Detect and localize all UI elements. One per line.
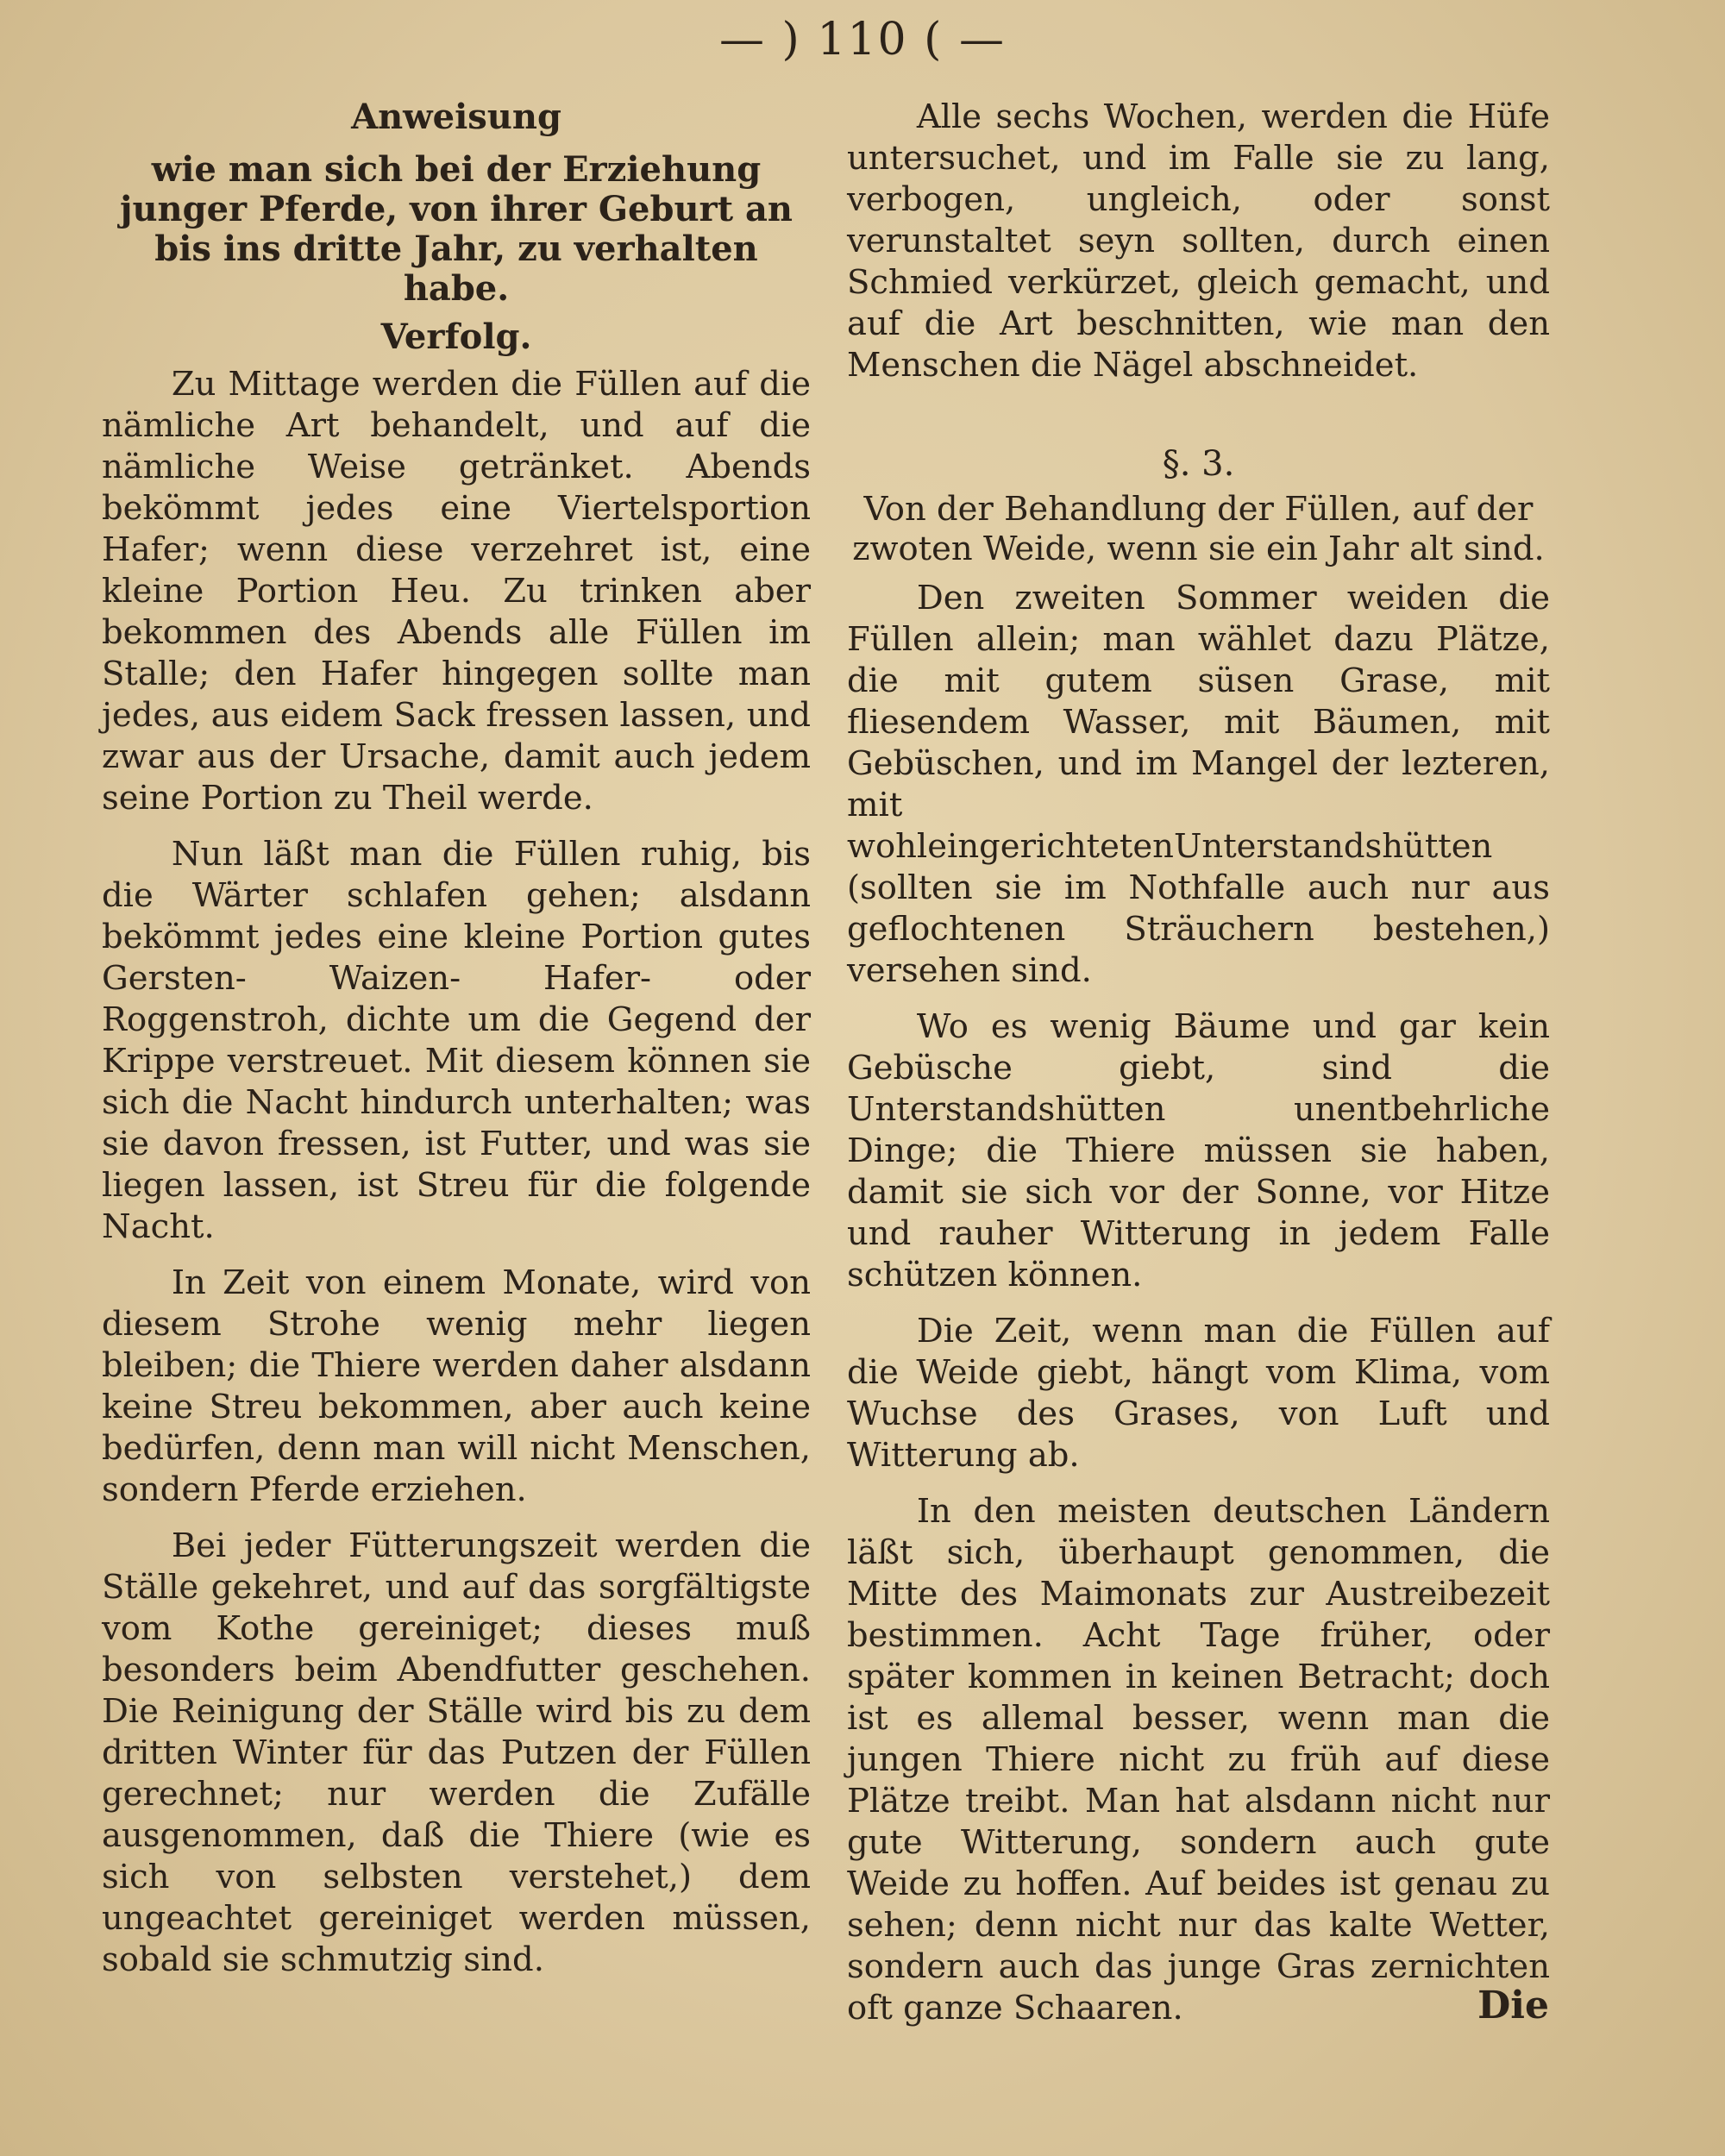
section-number: §. 3. <box>1162 444 1235 484</box>
subtitle: wie man sich bei der Erziehung junger Pferde, von ihrer Geburt an bis ins dritte Jahr, zu verhalten habe. <box>120 149 793 309</box>
paragraph: Zu Mittage werden die Füllen auf die nämliche Art behandelt, und auf die nämliche Weise getränket. Abends bekömmt jedes eine Viertelsportion Hafer; wenn diese verzehret ist, eine kleine Portion Heu. Zu trinken aber bekommen des Abends alle Füllen im Stalle; den Hafer hingegen sollte man jedes, aus eidem Sack fressen lassen, und zwar aus der Ursache, damit auch jedem seine Portion zu Theil werde. <box>102 365 811 818</box>
paragraph: Bei jeder Fütterungszeit werden die Ställe gekehret, und auf das sorgfältigste vom Kothe gereiniget; dieses muß besonders beim Abendfutter geschehen. Die Reinigung der Ställe wird bis zu dem dritten Winter für das Putzen der Füllen gerechnet; nur werden die Zufälle ausgenommen, daß die Thiere (wie es sich von selbsten verstehet,) dem ungeachtet gereiniget werden müssen, sobald sie schmutzig sind. <box>102 1526 811 1979</box>
catchword: Die <box>1477 1984 1549 2028</box>
paragraph: Den zweiten Sommer weiden die Füllen allein; man wählet dazu Plätze, die mit gutem süsen Grase, mit fliesendem Wasser, mit Bäumen, mit Gebüschen, und im Mangel der lezteren, mit wohleingerichtetenUnterstandshütten (sollten sie im Nothfalle auch nur aus geflochtenen Sträuchern bestehen,) versehen sind. <box>847 579 1550 990</box>
continued-label: Verfolg. <box>380 317 532 357</box>
paragraph: In Zeit von einem Monate, wird von diesem Strohe wenig mehr liegen bleiben; die Thiere werden daher alsdann keine Streu bekommen, aber auch keine bedürfen, denn man will nicht Menschen, sondern Pferde erziehen. <box>102 1263 811 1509</box>
title-line: Anweisung <box>351 97 561 137</box>
right-column <box>847 97 1550 2044</box>
left-column <box>102 97 811 1996</box>
paragraph: Nun läßt man die Füllen ruhig, bis die Wärter schlafen gehen; alsdann bekömmt jedes eine kleine Portion gutes Gersten- Waizen- Hafer- oder Roggenstroh, dichte um die Gegend der Krippe verstreuet. Mit diesem können sie sich die Nacht hindurch unterhalten; was sie davon fressen, ist Futter, und was sie liegen lassen, ist Streu für die folgende Nacht. <box>102 835 811 1246</box>
paragraph: In den meisten deutschen Ländern läßt sich, überhaupt genommen, die Mitte des Maimonats zur Austreibezeit bestimmen. Acht Tage früher, oder später kommen in keinen Betracht; doch ist es allemal besser, wenn man die jungen Thiere nicht zu früh auf diese Plätze treibt. Man hat alsdann nicht nur gute Witterung, sondern auch gute Weide zu hoffen. Auf beides ist genau zu sehen; denn nicht nur das kalte Wetter, sondern auch das junge Gras zernichten oft ganze Schaaren. <box>847 1492 1550 2028</box>
paragraph: Die Zeit, wenn man die Füllen auf die Weide giebt, hängt vom Klima, vom Wuchse des Grases, von Luft und Witterung ab. <box>847 1312 1550 1475</box>
paragraph: Alle sechs Wochen, werden die Hüfe untersuchet, und im Falle sie zu lang, verbogen, ungleich, oder sonst verunstaltet seyn sollten, durch einen Schmied verkürzet, gleich gemacht, und auf die Art beschnitten, wie man den Menschen die Nägel abschneidet. <box>847 97 1550 385</box>
page-header: — ) 110 ( — <box>719 14 1006 66</box>
section-heading: Von der Behandlung der Füllen, auf der zwoten Weide, wenn sie ein Jahr alt sind. <box>852 490 1545 568</box>
paragraph: Wo es wenig Bäume und gar kein Gebüsche giebt, sind die Unterstandshütten unentbehrliche Dinge; die Thiere müssen sie haben, damit sie sich vor der Sonne, vor Hitze und rauher Witterung in jedem Falle schützen können. <box>847 1007 1550 1294</box>
